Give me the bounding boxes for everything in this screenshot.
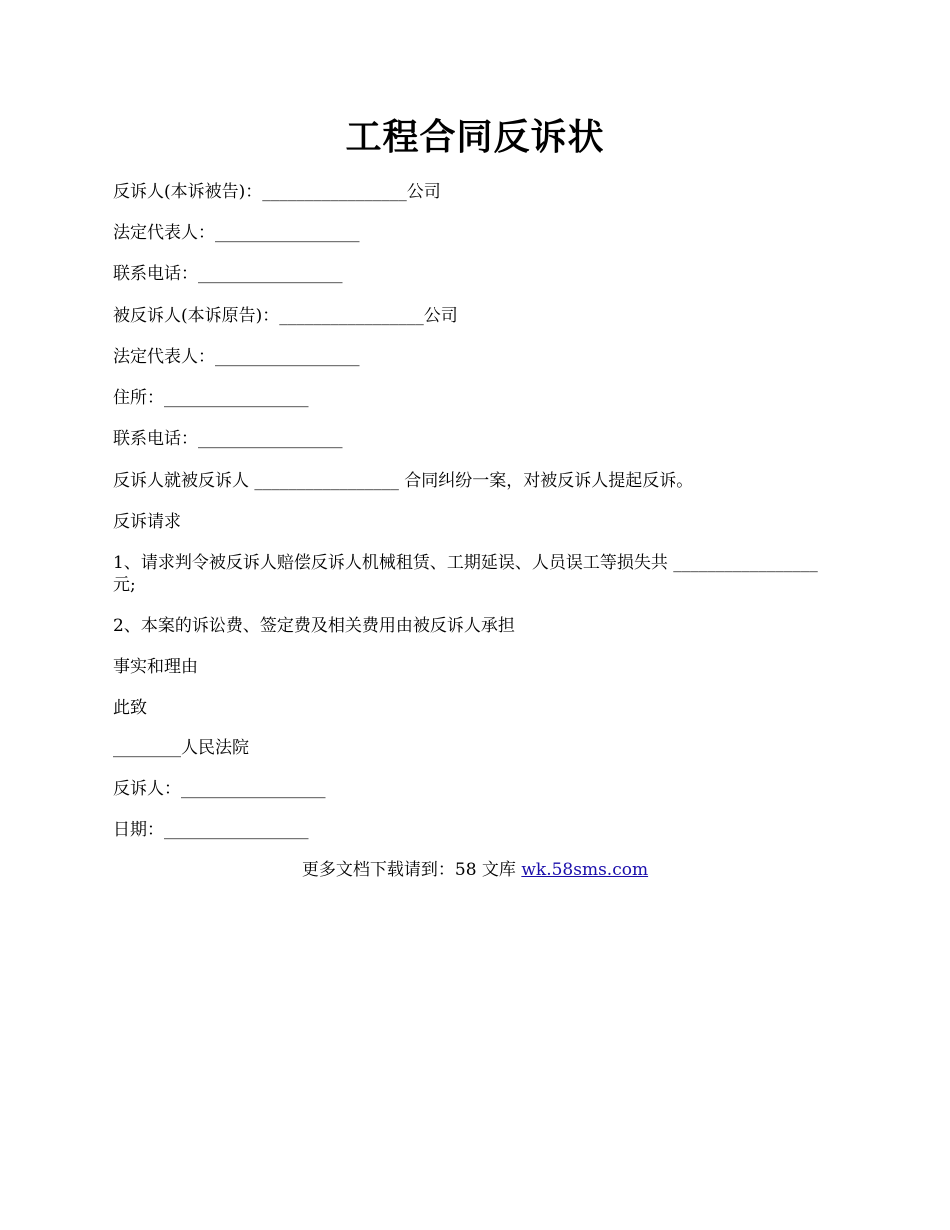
legal-representative-line: 法定代表人：_________________ — [113, 223, 360, 243]
contact-phone-line: 联系电话：_________________ — [113, 264, 343, 284]
claim-item-2: 2、本案的诉讼费、签定费及相关费用由被反诉人承担 — [113, 616, 515, 636]
footer-text: 更多文档下载请到：58 文库 — [301, 860, 522, 880]
footer-note — [0, 859, 950, 881]
facts-heading: 事实和理由 — [113, 657, 198, 677]
document-title: 工程合同反诉状 — [345, 116, 605, 158]
signature-line: 反诉人：_________________ — [113, 779, 326, 799]
court-line: ________人民法院 — [113, 738, 249, 758]
date-line: 日期：_________________ — [113, 820, 309, 840]
footer-link[interactable]: wk.58sms.com — [521, 860, 649, 880]
claims-heading: 反诉请求 — [113, 512, 181, 532]
case-statement-line: 反诉人就被反诉人 _________________ 合同纠纷一案，对被反诉人提起反诉。 — [113, 471, 694, 491]
contact-phone-line-2: 联系电话：_________________ — [113, 429, 343, 449]
counterclaimant-line: 反诉人(本诉被告)：_________________公司 — [113, 182, 441, 202]
legal-representative-line-2: 法定代表人：_________________ — [113, 347, 360, 367]
closing-salutation: 此致 — [113, 698, 147, 718]
counter-defendant-line: 被反诉人(本诉原告)：_________________公司 — [113, 306, 458, 326]
address-line: 住所：_________________ — [113, 388, 309, 408]
claim-item-1: 1、请求判令被反诉人赔偿反诉人机械租赁、工期延误、人员误工等损失共 _________________ 元; — [113, 553, 818, 595]
